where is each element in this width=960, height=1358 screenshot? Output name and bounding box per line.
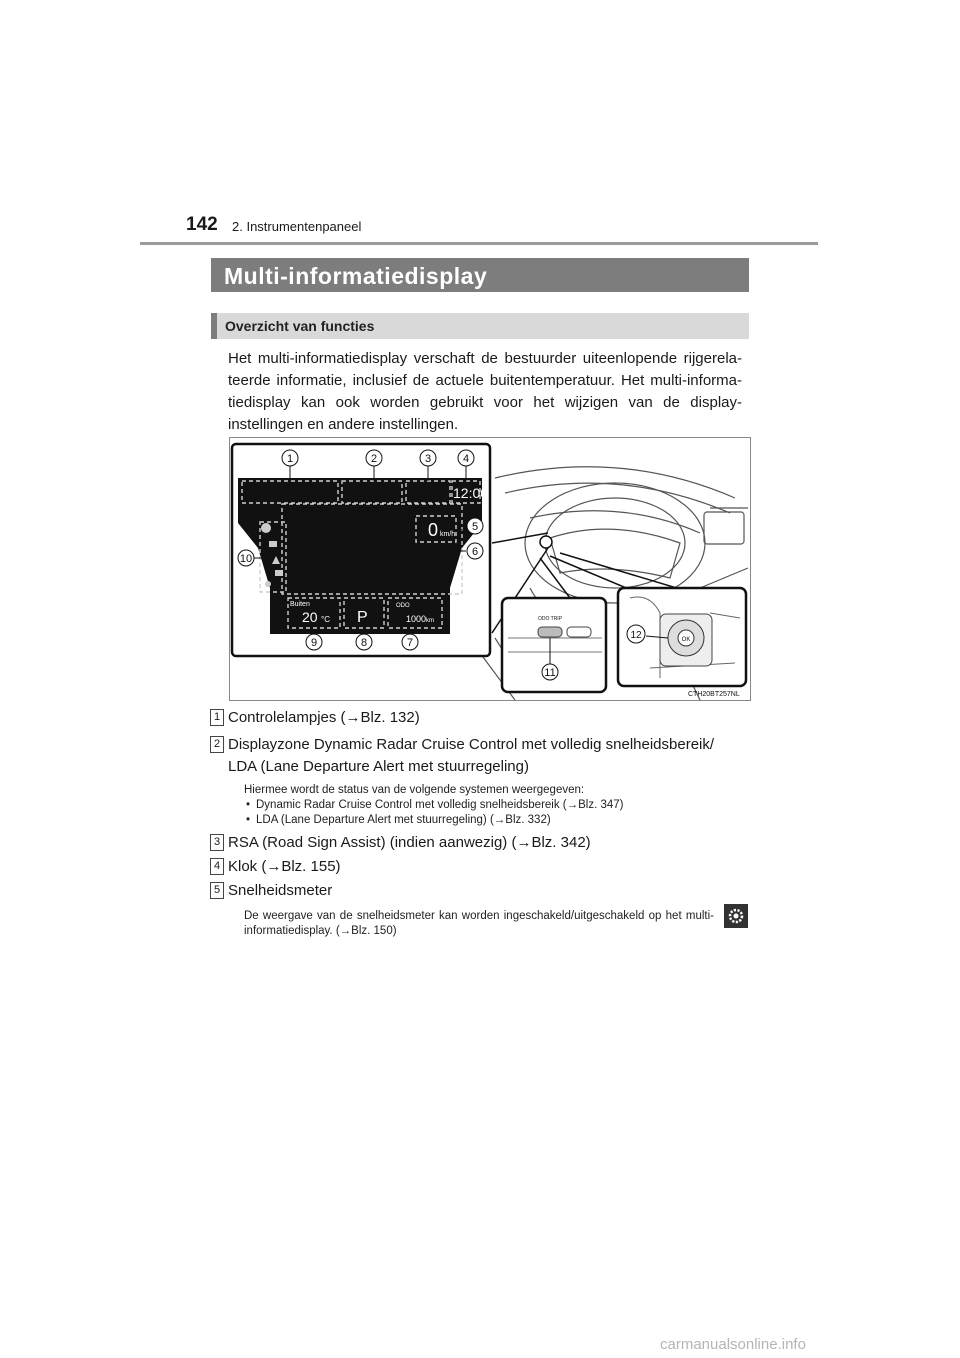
page-number: 142	[186, 214, 218, 235]
list-item	[213, 856, 742, 878]
bullet-item: • Dynamic Radar Cruise Control met volledig snelheidsbereik (→Blz. 347)	[256, 798, 736, 813]
item-number: 3	[210, 834, 224, 851]
callout-2: 2	[370, 453, 378, 465]
callout-3: 3	[424, 453, 432, 465]
odo-unit: km	[426, 618, 434, 624]
list-item	[213, 707, 742, 729]
item-text: Snelheidsmeter	[228, 882, 333, 899]
list-item	[213, 880, 742, 902]
odo-trip-label: ODO TRIP	[537, 616, 563, 622]
temp-unit: °C	[321, 615, 330, 624]
speed-readout: 0	[428, 520, 439, 540]
ok-button-label: OK	[681, 637, 691, 643]
list-item	[213, 734, 742, 778]
odo-label: ODO	[396, 603, 410, 609]
speedometer-note: De weergave van de snelheidsmeter kan worden ingeschakeld/uitgeschakeld op het multi-informatiedisplay. (→Blz. 150)	[244, 910, 714, 937]
watermark: carmanualsonline.info	[660, 1336, 806, 1353]
item-number: 2	[210, 736, 224, 753]
callout-12: 12	[630, 630, 642, 641]
item-text: RSA (Road Sign Assist) (indien aanwezig) (→Blz. 342)	[228, 834, 591, 851]
item-text: Klok (→Blz. 155)	[228, 858, 341, 875]
temp-label: Buiten	[290, 601, 310, 608]
callout-5: 5	[471, 521, 479, 533]
note-text: Hiermee wordt de status van de volgende systemen weergegeven:	[244, 784, 585, 796]
subsection-title: Overzicht van functies	[225, 318, 375, 334]
dashboard-figure	[229, 437, 751, 701]
callout-9: 9	[310, 637, 318, 649]
section-title: Multi-informatiedisplay	[224, 263, 488, 289]
callout-10: 10	[239, 553, 253, 565]
callout-6: 6	[471, 546, 479, 558]
callout-11: 11	[544, 667, 556, 679]
header-divider	[140, 242, 818, 245]
clock-readout: 12:00	[453, 485, 489, 501]
callout-8: 8	[360, 637, 368, 649]
temp-readout: 20	[302, 609, 318, 625]
item-number: 4	[210, 858, 224, 875]
section-title-bar	[211, 258, 749, 292]
subsection-marker	[211, 313, 217, 339]
list-item	[213, 832, 742, 854]
bullet-item: • LDA (Lane Departure Alert met stuurregeling) (→Blz. 332)	[256, 813, 736, 828]
figure-code: CTH20BT257NL	[688, 691, 740, 698]
item-text: Controlelampjes (→Blz. 132)	[228, 709, 420, 726]
settings-gear-icon	[724, 904, 748, 928]
item-text: Displayzone Dynamic Radar Cruise Control met volledig snelheidsbereik/	[228, 736, 715, 753]
gear-readout: P	[357, 609, 368, 626]
intro-paragraph: Het multi-informatiedisplay verschaft de bestuurder uiteenlopende rijgerelateerde informatie, inclusief de actuele buitentemperatuur. Het multi-informatiedisplay kan ook worden gebruikt voor het wijzigen van de displayinstellingen en andere instellingen.	[228, 350, 742, 433]
chapter-title: 2. Instrumentenpaneel	[232, 219, 362, 234]
figure-illustration	[230, 438, 750, 700]
item-number: 5	[210, 882, 224, 899]
callout-7: 7	[406, 637, 414, 649]
odo-readout: 1000	[406, 614, 427, 624]
callout-1: 1	[286, 453, 294, 465]
item-text-continued: LDA (Lane Departure Alert met stuurregeling)	[228, 758, 529, 775]
callout-4: 4	[462, 453, 470, 465]
subsection-bar	[211, 313, 749, 339]
item-number: 1	[210, 709, 224, 726]
speed-unit: km/h	[440, 531, 456, 538]
